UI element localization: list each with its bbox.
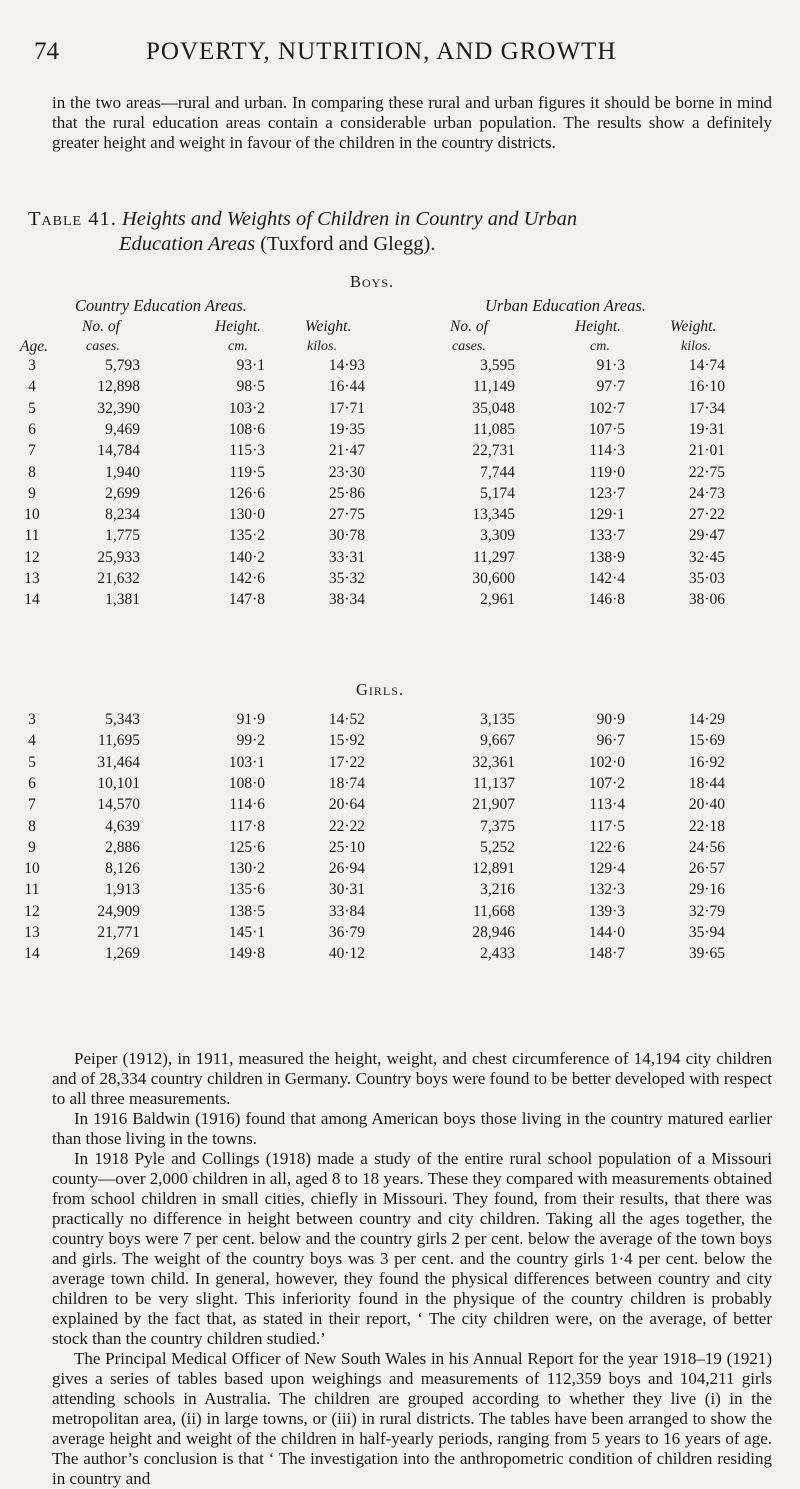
urban-cases-cell: 3,595	[480, 357, 515, 374]
urban-cases-cell: 5,252	[480, 838, 515, 856]
unit-kilos-country: kilos.	[307, 339, 337, 354]
country-cases-cell: 2,886	[105, 838, 140, 856]
country-weight-cell: 30·31	[328, 881, 365, 899]
urban-height-cell: 90·9	[596, 711, 625, 728]
page-number: 74	[34, 38, 59, 65]
urban-weight-cell: 20·40	[688, 796, 725, 814]
country-weight-cell: 25·10	[328, 838, 365, 856]
urban-height-cell: 138·9	[588, 548, 625, 566]
age-cell: 5	[28, 753, 36, 771]
country-cases-cell: 4,639	[105, 817, 140, 835]
country-heading: Country Education Areas.	[75, 296, 247, 315]
age-cell: 3	[28, 357, 36, 374]
unit-kilos-urban: kilos.	[681, 339, 711, 354]
country-weight-cell: 33·31	[328, 548, 365, 566]
table-row	[20, 945, 780, 963]
table-row	[20, 732, 780, 750]
table-row	[20, 839, 780, 857]
urban-height-cell: 97·7	[596, 378, 625, 396]
urban-height-cell: 144·0	[588, 924, 625, 941]
urban-cases-cell: 5,174	[480, 484, 515, 502]
age-cell: 4	[28, 732, 36, 750]
table-row	[20, 421, 780, 439]
unit-cases-country: cases.	[86, 339, 120, 354]
country-weight-cell: 40·12	[328, 945, 365, 963]
intro-paragraph: in the two areas—rural and urban. In comparing these rural and urban figures it should be borne in mind that the rural education areas contain a considerable urban population. The results show a definitely greater height and weight in favour of the children in the country districts.	[52, 93, 772, 152]
unit-cm-country: cm.	[228, 339, 248, 354]
urban-cases-cell: 13,345	[472, 506, 515, 524]
country-height-cell: 99·2	[236, 732, 265, 750]
age-cell: 13	[24, 570, 40, 587]
country-height-cell: 125·6	[228, 838, 265, 856]
urban-cases-cell: 7,744	[480, 463, 515, 481]
country-height-cell: 135·2	[228, 527, 265, 545]
country-cases-cell: 1,381	[105, 591, 140, 609]
country-weight-cell: 17·71	[328, 399, 365, 417]
boys-heading: Boys.	[350, 272, 395, 291]
table-row	[20, 464, 780, 482]
table-row	[20, 775, 780, 793]
age-cell: 14	[24, 945, 40, 963]
country-cases-cell: 32,390	[97, 399, 140, 417]
country-cases-cell: 10,101	[97, 774, 140, 792]
country-cases-cell: 1,775	[105, 527, 140, 545]
urban-cases-cell: 9,667	[480, 732, 515, 750]
urban-weight-cell: 24·56	[688, 838, 725, 856]
table-row	[20, 378, 780, 396]
table-row	[20, 796, 780, 814]
country-weight-cell: 15·92	[328, 732, 365, 750]
country-weight-cell: 22·22	[328, 817, 365, 835]
table-row	[20, 442, 780, 460]
country-height-cell: 140·2	[228, 548, 265, 566]
urban-height-cell: 129·4	[588, 860, 625, 878]
urban-cases-cell: 12,891	[472, 860, 515, 878]
country-height-cell: 117·8	[229, 817, 265, 835]
col-weight-country: Weight.	[305, 318, 352, 335]
country-weight-cell: 38·34	[328, 591, 365, 609]
country-weight-cell: 18·74	[328, 774, 365, 792]
body-paragraph: Peiper (1912), in 1911, measured the height, weight, and chest circumference of 14,194 city children and of 28,334 country children in Germany. Country boys were found to be better developed with respect to all three measurements.	[52, 1049, 772, 1108]
age-cell: 3	[28, 711, 36, 728]
urban-weight-cell: 16·10	[688, 378, 725, 396]
country-height-cell: 91·9	[236, 711, 265, 728]
country-height-cell: 108·6	[228, 420, 265, 438]
age-cell: 7	[28, 796, 36, 814]
country-weight-cell: 33·84	[328, 902, 365, 920]
country-weight-cell: 21·47	[328, 442, 365, 460]
urban-height-cell: 139·3	[588, 902, 625, 920]
urban-cases-cell: 28,946	[472, 924, 515, 941]
age-cell: 6	[28, 774, 36, 792]
urban-cases-cell: 11,137	[472, 774, 515, 792]
country-height-cell: 149·8	[228, 945, 265, 963]
urban-cases-cell: 32,361	[472, 753, 515, 771]
country-weight-cell: 25·86	[328, 484, 365, 502]
urban-weight-cell: 26·57	[688, 860, 725, 878]
country-cases-cell: 14,784	[97, 442, 140, 460]
table-row	[20, 485, 780, 503]
urban-height-cell: 102·0	[588, 753, 625, 771]
age-cell: 8	[28, 463, 36, 481]
unit-cases-urban: cases.	[452, 339, 486, 354]
country-height-cell: 103·1	[228, 753, 265, 771]
country-weight-cell: 27·75	[328, 506, 365, 524]
country-cases-cell: 31,464	[97, 753, 140, 771]
country-cases-cell: 8,126	[105, 860, 140, 878]
age-cell: 13	[24, 924, 40, 941]
table-row	[20, 527, 780, 545]
country-cases-cell: 24,909	[97, 902, 140, 920]
table-title-line2-italic: Education Areas	[119, 233, 256, 255]
urban-heading: Urban Education Areas.	[485, 296, 646, 315]
body-text	[52, 1049, 772, 1489]
urban-weight-cell: 19·31	[688, 420, 725, 438]
urban-weight-cell: 29·47	[688, 527, 725, 545]
urban-weight-cell: 24·73	[688, 484, 725, 502]
table-row	[20, 711, 780, 729]
urban-height-cell: 123·7	[588, 484, 625, 502]
country-cases-cell: 2,699	[105, 484, 140, 502]
urban-height-cell: 133·7	[588, 527, 625, 545]
country-height-cell: 142·6	[228, 570, 265, 587]
urban-weight-cell: 22·75	[688, 463, 725, 481]
urban-height-cell: 132·3	[588, 881, 625, 899]
age-cell: 4	[28, 378, 36, 396]
country-cases-cell: 9,469	[105, 420, 140, 438]
country-cases-cell: 8,234	[105, 506, 140, 524]
country-weight-cell: 26·94	[328, 860, 365, 878]
urban-height-cell: 114·3	[589, 442, 625, 460]
col-no-urban: No. of	[450, 318, 488, 335]
urban-height-cell: 146·8	[588, 591, 625, 609]
age-cell: 9	[28, 484, 36, 502]
age-cell: 12	[24, 548, 40, 566]
col-height-country: Height.	[215, 318, 262, 335]
table-row	[20, 570, 780, 588]
country-weight-cell: 19·35	[328, 420, 365, 438]
country-cases-cell: 14,570	[97, 796, 140, 814]
col-no-country: No. of	[82, 318, 120, 335]
country-weight-cell: 14·93	[328, 357, 365, 374]
urban-weight-cell: 27·22	[688, 506, 725, 524]
age-cell: 11	[24, 527, 40, 545]
col-age: Age.	[20, 338, 48, 355]
urban-weight-cell: 14·74	[688, 357, 725, 374]
table-row	[20, 903, 780, 921]
urban-cases-cell: 35,048	[472, 399, 515, 417]
country-weight-cell: 35·32	[328, 570, 365, 587]
urban-cases-cell: 3,135	[480, 711, 515, 728]
urban-weight-cell: 14·29	[688, 711, 725, 728]
country-cases-cell: 11,695	[97, 732, 140, 750]
country-height-cell: 135·6	[228, 881, 265, 899]
urban-cases-cell: 11,297	[472, 548, 515, 566]
urban-weight-cell: 16·92	[688, 753, 725, 771]
col-weight-urban: Weight.	[670, 318, 717, 335]
table-row	[20, 818, 780, 836]
urban-cases-cell: 30,600	[472, 570, 515, 587]
urban-weight-cell: 35·03	[688, 570, 725, 587]
urban-cases-cell: 11,668	[472, 902, 515, 920]
body-paragraph: The Principal Medical Officer of New South Wales in his Annual Report for the year 1918–19 (1921) gives a series of tables based upon weighings and measurements of 112,359 boys and 104,211 girls attending schools in Australia. The children are grouped according to whether they live (i) in the metropolitan area, (ii) in large towns, or (iii) in rural districts. The tables have been arranged to show the average height and weight of the children in half-yearly periods, ranging from 5 years to 16 years of age. The author’s conclusion is that ‘ The investigation into the anthropometric condition of children residing in country and	[52, 1349, 772, 1488]
country-cases-cell: 5,793	[105, 357, 140, 374]
unit-cm-urban: cm.	[590, 339, 610, 354]
urban-height-cell: 96·7	[596, 732, 625, 750]
urban-cases-cell: 21,907	[472, 796, 515, 814]
country-height-cell: 103·2	[228, 399, 265, 417]
table-row	[20, 924, 780, 942]
urban-weight-cell: 35·94	[688, 924, 725, 941]
country-weight-cell: 17·22	[328, 753, 365, 771]
country-weight-cell: 36·79	[328, 924, 365, 941]
body-paragraph: In 1918 Pyle and Collings (1918) made a study of the entire rural school population of a Missouri county—over 2,000 children in all, aged 8 to 18 years. These they compared with measurements obtained from school children in small cities, chiefly in Missouri. They found, from their results, that there was practically no difference in height between country and city children. Taking all the ages together, the country boys were 7 per cent. below and the country girls 2 per cent. below the average of the town boys and girls. The weight of the country boys was 3 per cent. and the country girls 1·4 per cent. below the average town child. In general, however, they found the physical differences between country and city children to be very slight. This inferiority found in the physique of the country children is probably explained by the fact that, as stated in their report, ‘ The city children were, on the average, of better stock than the country children studied.’	[52, 1149, 772, 1348]
running-title: POVERTY, NUTRITION, AND GROWTH	[146, 38, 617, 65]
country-weight-cell: 23·30	[328, 463, 365, 481]
age-cell: 7	[28, 442, 36, 460]
table-title-line2-plain: (Tuxford and Glegg).	[255, 233, 436, 255]
table-caption	[28, 207, 778, 257]
urban-cases-cell: 22,731	[472, 442, 515, 460]
urban-height-cell: 142·4	[588, 570, 625, 587]
col-height-urban: Height.	[575, 318, 622, 335]
age-cell: 6	[28, 420, 36, 438]
country-weight-cell: 20·64	[328, 796, 365, 814]
age-cell: 9	[28, 838, 36, 856]
girls-heading: Girls.	[356, 680, 405, 699]
urban-weight-cell: 38·06	[688, 591, 725, 609]
country-cases-cell: 21,632	[97, 570, 140, 587]
age-cell: 5	[28, 399, 36, 417]
country-height-cell: 98·5	[236, 378, 265, 396]
table-row	[20, 357, 780, 375]
urban-height-cell: 148·7	[588, 945, 625, 963]
urban-cases-cell: 2,433	[480, 945, 515, 963]
table-row	[20, 400, 780, 418]
country-height-cell: 130·2	[228, 860, 265, 878]
country-height-cell: 93·1	[236, 357, 265, 374]
age-cell: 10	[24, 860, 40, 878]
urban-weight-cell: 22·18	[688, 817, 725, 835]
urban-weight-cell: 15·69	[688, 732, 725, 750]
urban-height-cell: 113·4	[589, 796, 625, 814]
urban-cases-cell: 3,216	[480, 881, 515, 899]
table-row	[20, 506, 780, 524]
urban-height-cell: 119·0	[589, 463, 625, 481]
age-cell: 11	[24, 881, 40, 899]
urban-cases-cell: 11,085	[472, 420, 515, 438]
country-height-cell: 147·8	[228, 591, 265, 609]
urban-weight-cell: 17·34	[688, 399, 725, 417]
body-paragraph: In 1916 Baldwin (1916) found that among American boys those living in the country matured earlier than those living in the towns.	[52, 1109, 772, 1148]
country-weight-cell: 30·78	[328, 527, 365, 545]
country-height-cell: 126·6	[228, 484, 265, 502]
age-cell: 12	[24, 902, 40, 920]
country-cases-cell: 5,343	[105, 711, 140, 728]
urban-height-cell: 117·5	[589, 817, 625, 835]
country-cases-cell: 1,913	[105, 881, 140, 899]
country-height-cell: 115·3	[229, 442, 265, 460]
country-height-cell: 138·5	[228, 902, 265, 920]
age-cell: 8	[28, 817, 36, 835]
page-header	[34, 38, 774, 78]
urban-height-cell: 91·3	[596, 357, 625, 374]
country-cases-cell: 12,898	[97, 378, 140, 396]
table-row	[20, 591, 780, 609]
urban-weight-cell: 32·79	[688, 902, 725, 920]
urban-height-cell: 102·7	[588, 399, 625, 417]
urban-cases-cell: 3,309	[480, 527, 515, 545]
country-cases-cell: 25,933	[97, 548, 140, 566]
country-cases-cell: 1,940	[105, 463, 140, 481]
country-height-cell: 108·0	[228, 774, 265, 792]
urban-height-cell: 107·5	[588, 420, 625, 438]
urban-cases-cell: 11,149	[472, 378, 515, 396]
urban-weight-cell: 29·16	[688, 881, 725, 899]
table-label: Table 41.	[28, 208, 117, 230]
country-cases-cell: 1,269	[105, 945, 140, 963]
country-cases-cell: 21,771	[97, 924, 140, 941]
country-height-cell: 114·6	[229, 796, 265, 814]
urban-height-cell: 122·6	[588, 838, 625, 856]
table-row	[20, 549, 780, 567]
urban-weight-cell: 39·65	[688, 945, 725, 963]
urban-cases-cell: 2,961	[480, 591, 515, 609]
country-height-cell: 145·1	[228, 924, 265, 941]
country-weight-cell: 16·44	[328, 378, 365, 396]
country-weight-cell: 14·52	[328, 711, 365, 728]
urban-weight-cell: 18·44	[688, 774, 725, 792]
table-row	[20, 754, 780, 772]
country-height-cell: 119·5	[229, 463, 265, 481]
urban-weight-cell: 32·45	[688, 548, 725, 566]
urban-height-cell: 107·2	[588, 774, 625, 792]
age-cell: 14	[24, 591, 40, 609]
table-title-line1: Heights and Weights of Children in Country and Urban	[121, 208, 578, 230]
age-cell: 10	[24, 506, 40, 524]
table-row	[20, 860, 780, 878]
urban-weight-cell: 21·01	[688, 442, 725, 460]
urban-cases-cell: 7,375	[480, 817, 515, 835]
table-row	[20, 881, 780, 899]
urban-height-cell: 129·1	[588, 506, 625, 524]
country-height-cell: 130·0	[228, 506, 265, 524]
